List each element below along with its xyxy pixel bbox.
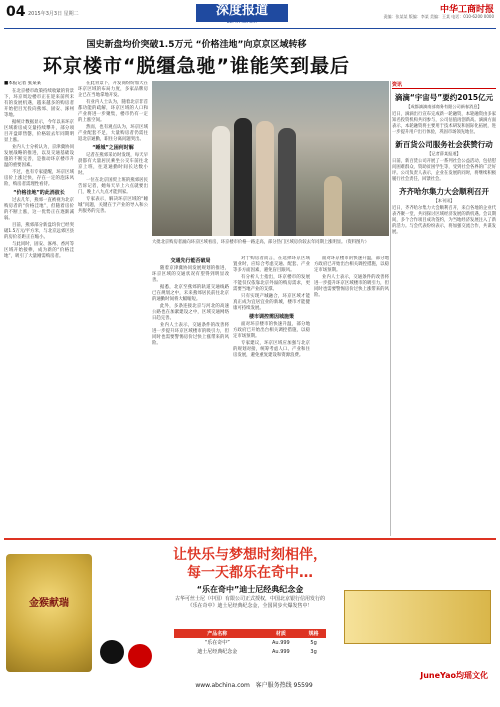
paragraph: 专家建议，环京区域应加强与北京的规划对接，统筹考虑人口、产业和住房发展，避免重复建设和资源浪费。 bbox=[233, 341, 310, 358]
table-cell: Au.999 bbox=[272, 648, 290, 655]
sidebar-item-title: 新百货公司服务社会获赞行动 bbox=[395, 140, 493, 149]
photo-figure bbox=[234, 118, 252, 236]
editor-line: 责编：张某某 版编：李某 美编：王某 电话：010-6200 0000 bbox=[383, 14, 494, 19]
ad-gold-bar-image bbox=[344, 590, 491, 644]
paragraph: 记者在燕郊采访时发现，每天早晨都有大量居民乘坐公交车前往北京上班，往返通勤时间长达数小时。 bbox=[78, 153, 148, 176]
ad-description: 古华可丝士尼（中国）有限公司正式授权，中国北京银行信用发行的《乐在奇中》迪士尼经典纪念金，全国同步火爆发售中！ bbox=[174, 596, 325, 609]
paragraph: 然而，也有观点认为，环京区域产业配套不足，大量购房者仍需往返北京通勤，职住分离问题突出。 bbox=[78, 125, 148, 142]
ad-url[interactable] bbox=[154, 680, 354, 689]
ad-product-table bbox=[174, 629, 326, 656]
sidebar-item-title: 滴滴“宇宙号”要约2015亿元 bbox=[394, 93, 494, 102]
page-number: 04 bbox=[6, 4, 26, 20]
table-header: 材质 bbox=[261, 629, 302, 638]
byline: ■本报记者 张某某 bbox=[4, 81, 42, 86]
sidebar-item-text: 近日，齐齐哈尔集力大会顺利召开，来自各地的企业代表齐聚一堂，共同探讨区域经济发展的新机遇。会议期间，多个合作项目成功签约，为当地经济发展注入了新的活力。与会代表纷纷表示，将加强交流合作，共谋发展。 bbox=[392, 206, 496, 235]
paragraph: 此外，多条连接北京与河北的高速公路也在加紧建设之中，区域交通网络日趋完善。 bbox=[152, 304, 229, 321]
table-row bbox=[174, 647, 326, 656]
paragraph: 据悉，北京至燕郊的轨道交通线路已在规划之中，未来燕郊居民前往北京的通勤时间将大幅缩短。 bbox=[152, 285, 229, 302]
ad-hotline: 客户服务热线 95599 bbox=[255, 682, 313, 689]
table-cell: 5g bbox=[310, 639, 317, 646]
paragraph: 面对环京楼市的快速升温，部分地方政府已开始出台相关调控措施，以稳定市场预期。 bbox=[233, 322, 310, 339]
photo-caption: 大批北京购房者涌向环京区域看房，环京楼市价格一路走高，部分热门区域房价较去年同期上涨明显。（资料图片） bbox=[152, 240, 369, 245]
article-headline: 环京楼市“脱缰急驰”谁能笑到最后 bbox=[43, 55, 350, 77]
paragraph: 目前，燕郊部分新盘均价已经突破1.5万元/平方米，与北京远郊区县的房价差距正在缩小。 bbox=[4, 223, 74, 240]
page-header bbox=[0, 0, 500, 28]
photo-figure bbox=[278, 128, 296, 236]
sidebar-item-text: 日前，新百货公司开展了一系列社会公益活动，包括慰问困难群众、资助贫困学生等，受到社会各界的广泛好评。公司负责人表示，企业在发展的同时，将继续积极履行社会责任，回馈社会。 bbox=[392, 159, 496, 182]
article-photo bbox=[152, 81, 389, 236]
paragraph: 过去几年，燕郊一直被视为北京购房者的“价格洼地”，但随着房价的不断上涨，这一优势正在逐渐减弱。 bbox=[4, 198, 74, 221]
ad-product-name: “乐在奇中”迪士尼经典纪念金 bbox=[196, 585, 304, 594]
section-subhead: “价格洼地”的此消彼长 bbox=[13, 190, 65, 196]
section-title: 深度报道 bbox=[196, 4, 288, 22]
paragraph: 专家表示，解决环京区域的“睡城”问题，关键在于产业的导入和公共服务的完善。 bbox=[78, 197, 148, 214]
photo-figure bbox=[212, 126, 230, 236]
brand-logo: JuneYao均瑶文化 bbox=[420, 671, 488, 680]
article-column-1 bbox=[4, 81, 74, 536]
mickey-icon bbox=[100, 640, 124, 664]
article-column-3 bbox=[152, 256, 229, 536]
paragraph: 只有实现产城融合，环京区域才能真正成为宜居宜业的新城，楼市才能健康可持续发展。 bbox=[233, 294, 310, 311]
sidebar-label: 资讯 bbox=[392, 81, 496, 89]
paragraph: 与此同时，固安、涿州、香河等区域开始接棒，成为新的“价格洼地”，吸引了大量刚需购房者。 bbox=[4, 242, 74, 259]
paragraph: 有分析人士指出，环京楼市的发展不能仅仅依靠北京外溢的购房需求，更需要当地产业的支撑。 bbox=[233, 275, 310, 292]
sidebar-item-title: 齐齐哈尔集力大会顺利召开 bbox=[399, 187, 489, 196]
section-title-en: DEPTH REPORT bbox=[226, 19, 258, 24]
sidebar-item-sub: 【记者薛某报道】 bbox=[427, 151, 461, 156]
ad-badge: 金猴献瑞 bbox=[29, 598, 69, 609]
article-column-2 bbox=[78, 81, 148, 536]
photo-figure bbox=[256, 121, 274, 236]
table-cell: 3g bbox=[310, 648, 317, 655]
paragraph: 据统计数据显示，今年以来环京区域新房成交量持续攀升，部分项目开盘即售罄，价格较去年同期明显上涨。 bbox=[4, 120, 74, 143]
article-column-4 bbox=[233, 256, 310, 536]
paragraph: 业内人士表示，交通条件的改善将进一步提升环京区域楼市的吸引力，但同时也需要警惕房价过快上涨带来的风险。 bbox=[314, 275, 389, 298]
sidebar-item-sub: 【本刊讯】 bbox=[433, 198, 455, 203]
ad-gold-coin-image bbox=[6, 554, 92, 672]
ad-headline-2: 每一天都乐在奇中… bbox=[187, 565, 313, 581]
paragraph: 在此背景下，开发商纷纷加大在环京区域的布局力度，多家品牌房企已在当地拿地开发。 bbox=[78, 81, 148, 98]
paragraph: 不过，也有专家提醒，环京区域房价上涨过快，存在一定的泡沫风险，购房者需理性看待。 bbox=[4, 170, 74, 187]
header-divider bbox=[4, 28, 496, 29]
paragraph: 有业内人士认为，随着北京非首都功能的疏解，环京区域的人口和产业将进一步聚集，楼市仍有一定的上涨空间。 bbox=[78, 100, 148, 123]
sidebar-item-sub: 【成都滴滴南部商务有限公司新春消息】 bbox=[406, 104, 482, 109]
table-cell: Au.999 bbox=[272, 639, 290, 646]
table-header: 规格 bbox=[301, 629, 326, 638]
column-divider bbox=[390, 81, 391, 536]
advertisement[interactable] bbox=[4, 538, 496, 692]
table-cell: 迪士尼经典纪念金 bbox=[197, 649, 238, 655]
paragraph: 业内人士表示，交通条件的改善将进一步提升环京区域楼市的吸引力，但同时也需要警惕房价过快上涨带来的风险。 bbox=[152, 323, 229, 346]
photo-figure bbox=[324, 176, 342, 236]
paragraph: 随着京津冀协同发展规划的推进，环京区域的交通状况有望得到明显改善。 bbox=[152, 266, 229, 283]
paragraph: 业内人士分析认为，京津冀协同发展战略的推进，以及交通基础设施的不断完善，是推动环京楼市升温的重要因素。 bbox=[4, 145, 74, 168]
minnie-icon bbox=[128, 644, 152, 668]
date-line: 2015年3月3日 星期二 bbox=[28, 11, 79, 17]
section-subhead: 楼市调控需因城施策 bbox=[248, 314, 294, 320]
paragraph: 在北京楼市政策持续收紧的背景下，环京周边楼市正在迎来前所未有的发展机遇，越来越多的购房者开始把目光投向燕郊、固安、涿州等地。 bbox=[4, 89, 74, 118]
article-subhead: 国史新盘均价突破1.5万元 “价格洼地”向京京区域转移 bbox=[86, 40, 307, 50]
paragraph: 对于购房者而言，在选择环京区域置业时，应综合考虑交通、配套、产业等多方面因素，避免盲目跟风。 bbox=[233, 256, 310, 273]
section-subhead: 交通先行能否破局 bbox=[170, 258, 211, 264]
ad-url-text[interactable]: www.abchina.com bbox=[195, 682, 250, 689]
paragraph: 一位在北京国贸上班的燕郊居民告诉记者，她每天早上六点就要出门，晚上八九点才能到家。 bbox=[78, 178, 148, 195]
article-column-5 bbox=[314, 256, 389, 536]
sidebar-item-text: 近日，滴滴出行宣布完成新一轮融资，本轮融资由多家知名投资机构共同参与，公司估值再创新高。滴滴方面表示，本轮融资将主要用于技术研发和国际化拓展，进一步提升用户出行体验，巩固市场领先地位。 bbox=[392, 112, 496, 135]
table-row bbox=[174, 638, 326, 647]
paper-name: 中华工商时报 bbox=[439, 5, 494, 15]
ad-headline-1: 让快乐与梦想时刻相伴， bbox=[173, 547, 327, 563]
news-sidebar bbox=[392, 81, 496, 536]
table-header: 产品名称 bbox=[174, 629, 261, 638]
paragraph: 面对环京楼市的快速升温，部分地方政府已开始出台相关调控措施，以稳定市场预期。 bbox=[314, 256, 389, 273]
table-cell: “乐在奇中” bbox=[204, 640, 230, 646]
section-subhead: “睡城”之困何时解 bbox=[92, 145, 134, 151]
